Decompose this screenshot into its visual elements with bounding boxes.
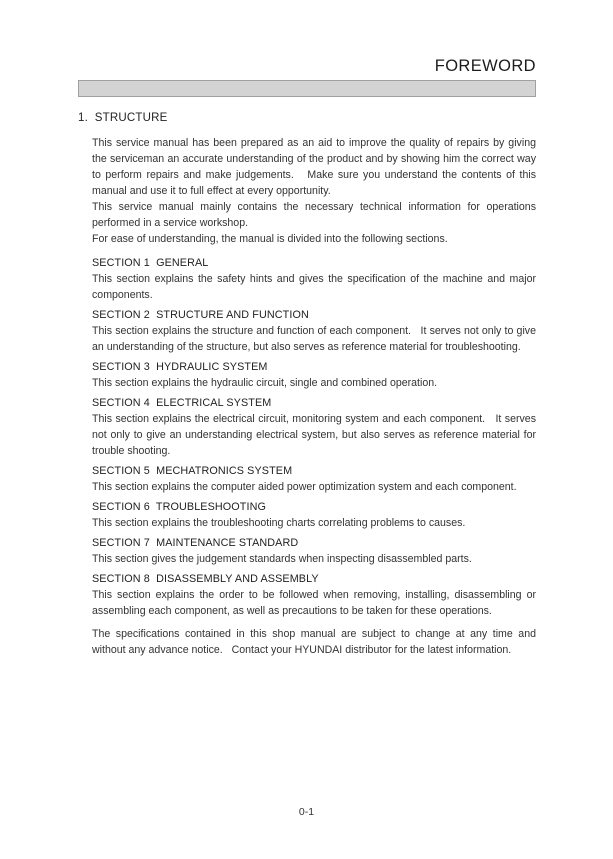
page-number: 0-1 bbox=[298, 806, 315, 818]
intro-paragraph: This service manual has been prepared as an aid to improve the quality of repairs by giving the serviceman an accurate understanding of the product and by showing him the correct way to perform repairs and make judgements. Make sure you understand the contents of this manual and use it to full effect at every opportunity. bbox=[92, 137, 536, 197]
structure-heading: 1. STRUCTURE bbox=[78, 112, 168, 124]
section-body: This section explains the troubleshooting charts correlating problems to causes. bbox=[92, 517, 466, 529]
section-heading: SECTION 1 GENERAL bbox=[92, 257, 209, 269]
section-block bbox=[92, 499, 536, 531]
section-block bbox=[92, 255, 536, 303]
section-block bbox=[92, 395, 536, 459]
section-body: This section gives the judgement standards when inspecting disassembled parts. bbox=[92, 553, 472, 565]
section-heading: SECTION 4 ELECTRICAL SYSTEM bbox=[92, 397, 272, 409]
section-heading: SECTION 5 MECHATRONICS SYSTEM bbox=[92, 465, 293, 477]
sections-list bbox=[92, 255, 536, 619]
section-block bbox=[92, 535, 536, 567]
title-underline-bar bbox=[78, 80, 536, 97]
section-body: This section explains the structure and function of each component. It serves not only to give an understanding of the structure, but also serves as reference material for troubleshooting. bbox=[92, 325, 536, 353]
section-block bbox=[92, 307, 536, 355]
section-heading: SECTION 8 DISASSEMBLY AND ASSEMBLY bbox=[92, 573, 319, 585]
section-body: This section explains the order to be followed when removing, installing, disassembling or assembling each component, as well as precautions to be taken for these operations. bbox=[92, 589, 536, 617]
section-block bbox=[92, 463, 536, 495]
section-body: This section explains the hydraulic circuit, single and combined operation. bbox=[92, 377, 438, 389]
page-title: FOREWORD bbox=[434, 57, 536, 75]
section-heading: SECTION 3 HYDRAULIC SYSTEM bbox=[92, 361, 268, 373]
section-heading: SECTION 2 STRUCTURE AND FUNCTION bbox=[92, 309, 309, 321]
intro-paragraphs bbox=[92, 135, 536, 247]
section-body: This section explains the computer aided power optimization system and each component. bbox=[92, 481, 517, 493]
section-block bbox=[92, 571, 536, 619]
section-body: This section explains the electrical circuit, monitoring system and each component. It serves not only to give an understanding electrical system, but also serves as reference material for trouble shooting. bbox=[92, 413, 536, 457]
page-content bbox=[78, 112, 536, 658]
closing-paragraph: The specifications contained in this shop manual are subject to change at any time and without any advance notice. Contact your HYUNDAI distributor for the latest information. bbox=[92, 628, 536, 656]
section-heading: SECTION 7 MAINTENANCE STANDARD bbox=[92, 537, 299, 549]
closing-paragraph-wrap bbox=[92, 626, 536, 658]
intro-paragraph: For ease of understanding, the manual is divided into the following sections. bbox=[92, 233, 448, 245]
section-body: This section explains the safety hints and gives the specification of the machine and major components. bbox=[92, 273, 536, 301]
intro-paragraph: This service manual mainly contains the necessary technical information for operations performed in a service workshop. bbox=[92, 201, 536, 229]
section-heading: SECTION 6 TROUBLESHOOTING bbox=[92, 501, 266, 513]
section-block bbox=[92, 359, 536, 391]
